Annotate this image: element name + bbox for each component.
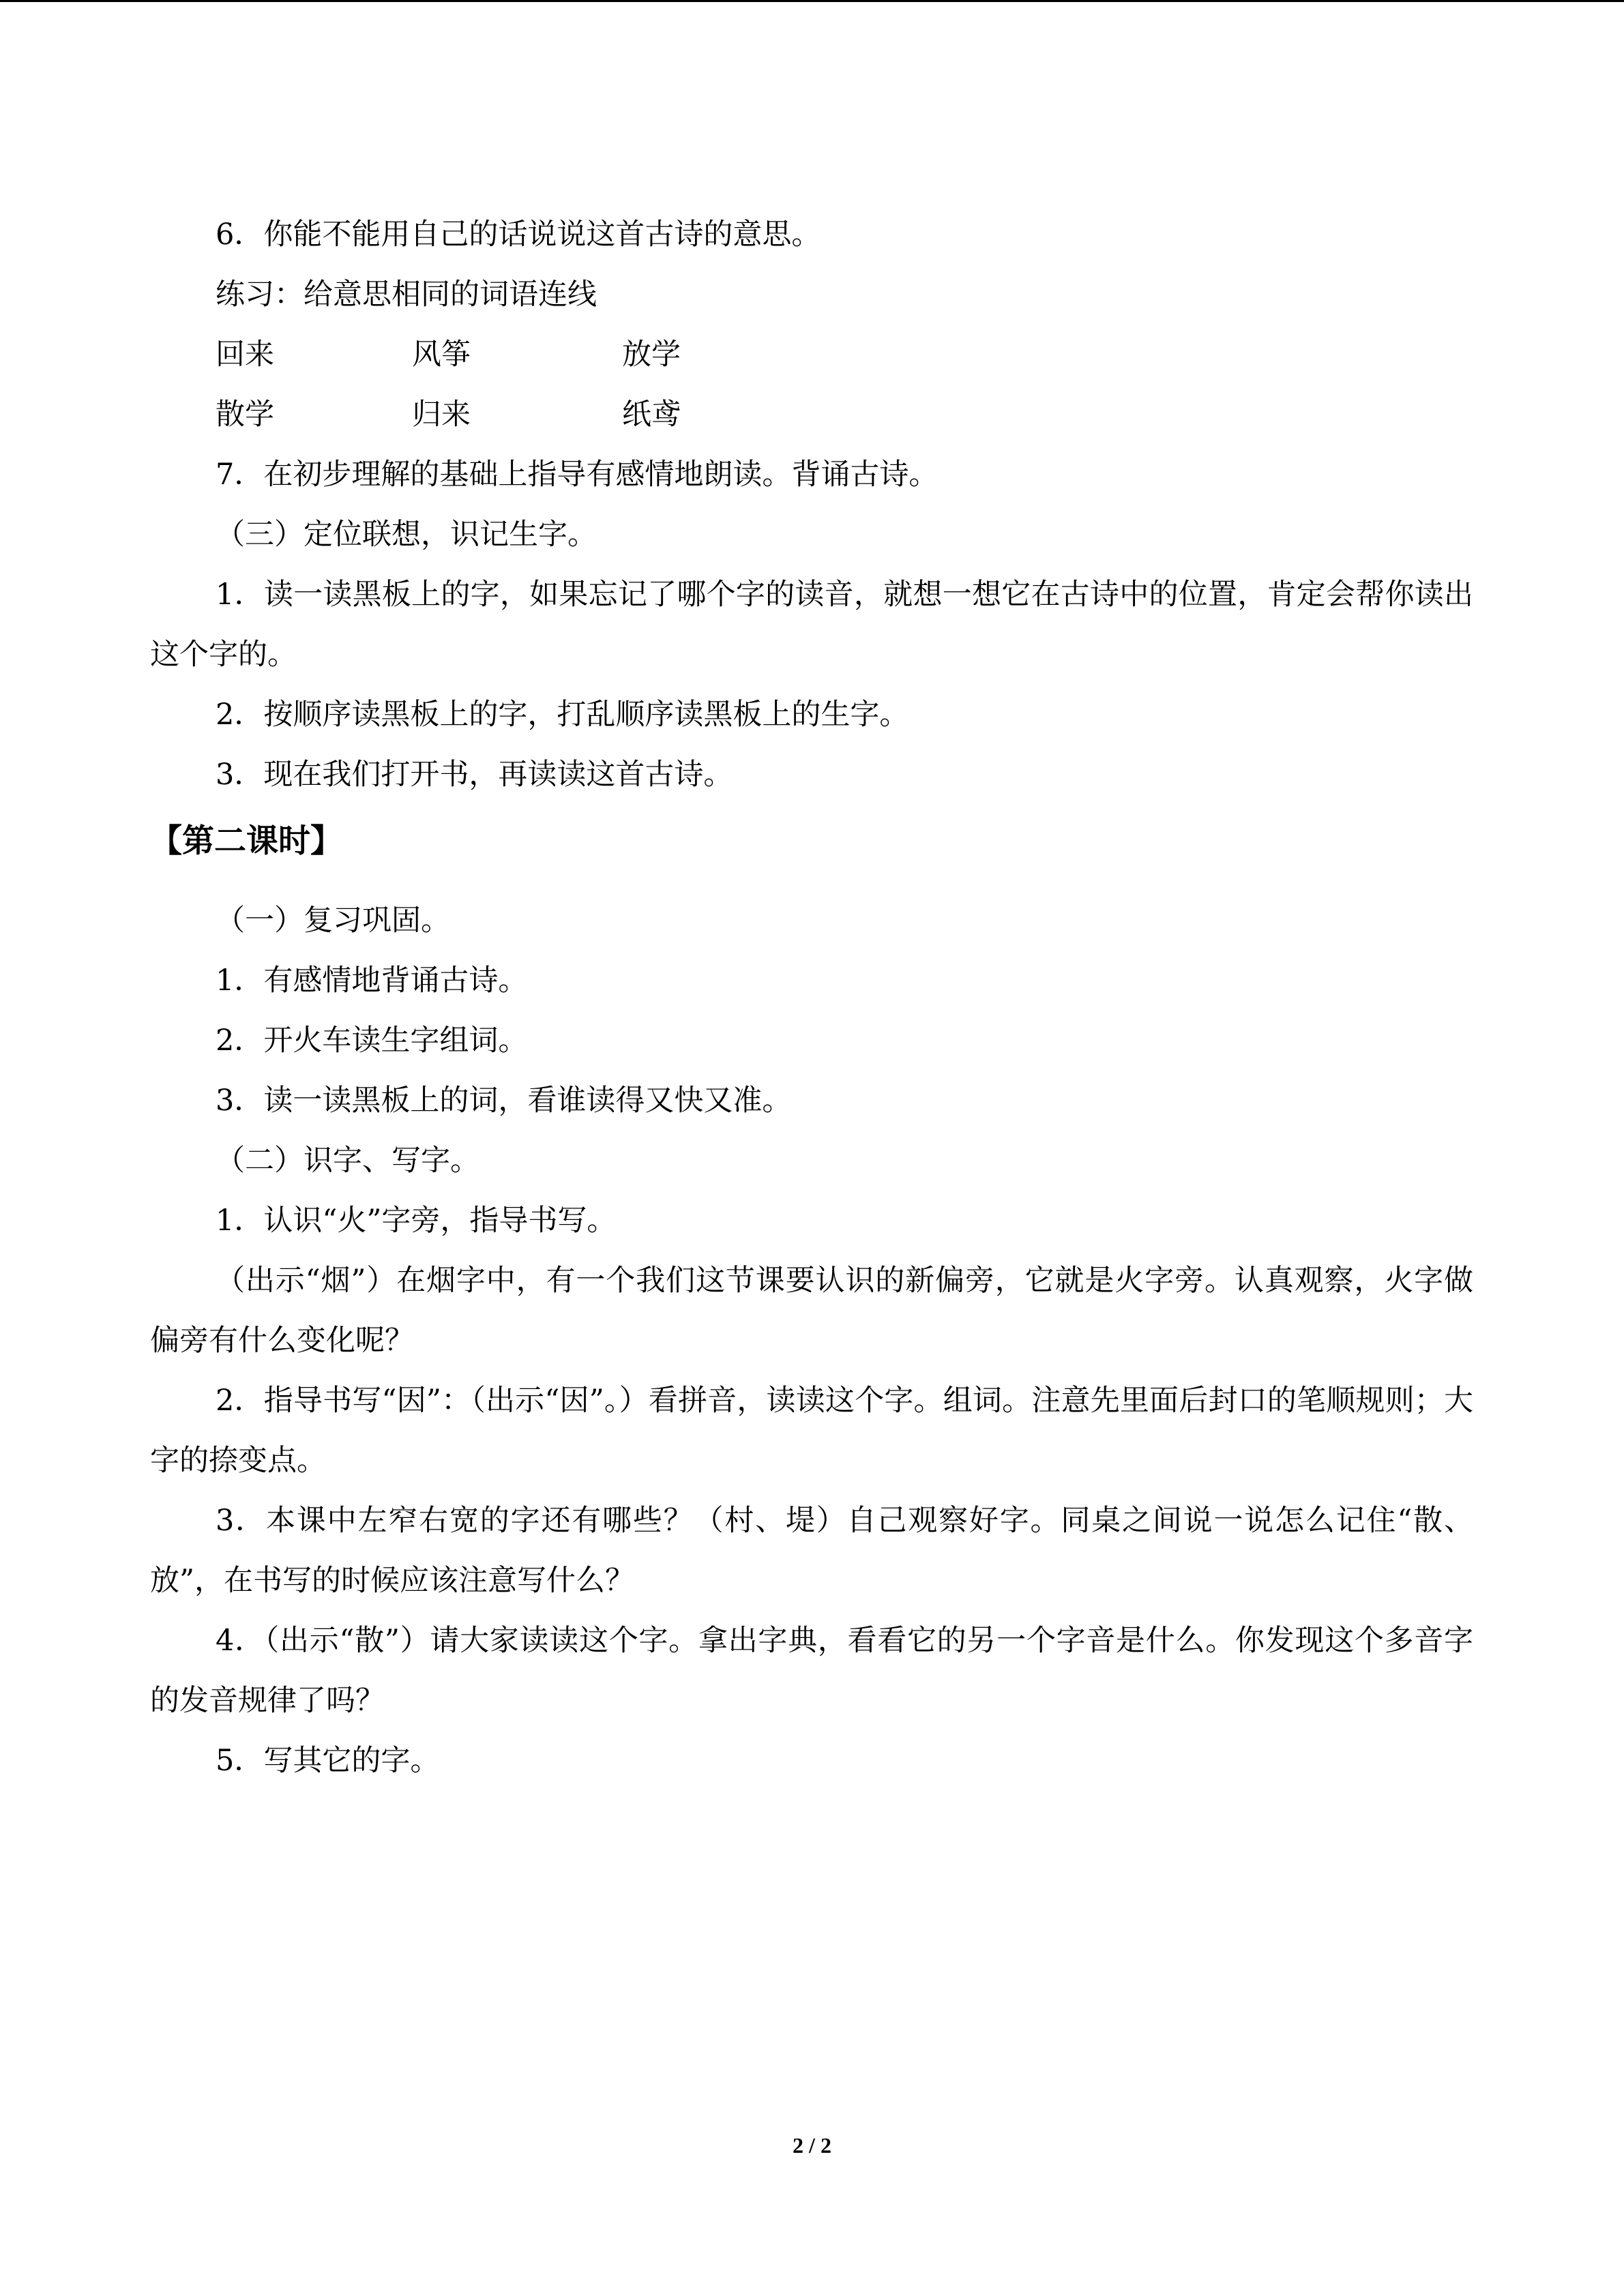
word-cell: 风筝 (412, 338, 471, 372)
word-cell: 回来 (216, 338, 274, 372)
page-number: 2 / 2 (793, 2133, 831, 2158)
review-step-1: 1．有感情地背诵古诗。 (216, 964, 528, 998)
writing-step-3: 3．本课中左窄右宽的字还有哪些？（村、堤）自己观察好字。同桌之间说一说怎么记住“散、放”，在书写的时候应该注意写什么？ (150, 1504, 1473, 1598)
lesson-2-heading: 【第二课时】 (150, 822, 342, 860)
subsection-3-title: （三）定位联想，识记生字。 (216, 518, 597, 552)
word-cell: 散学 (216, 398, 274, 432)
writing-step-4: 4．（出示“散”）请大家读读这个字。拿出字典，看看它的另一个字音是什么。你发现这个多音字的发音规律了吗？ (150, 1624, 1473, 1718)
word-cell: 纸鸢 (622, 398, 681, 432)
writing-subsection-title: （二）识字、写字。 (216, 1144, 479, 1178)
document-page (150, 205, 1473, 1791)
writing-step-5: 5．写其它的字。 (216, 1744, 440, 1778)
word-cell: 放学 (622, 338, 681, 372)
step-3-3: 3．现在我们打开书，再读读这首古诗。 (216, 758, 733, 792)
writing-step-1-detail: （出示“烟”）在烟字中，有一个我们这节课要认识的新偏旁，它就是火字旁。认真观察，火字做偏旁有什么变化呢？ (150, 1264, 1473, 1358)
review-step-3: 3．读一读黑板上的词，看谁读得又快又准。 (216, 1084, 792, 1118)
exercise-title: 练习：给意思相同的词语连线 (216, 278, 597, 312)
review-step-2: 2．开火车读生字组词。 (216, 1024, 528, 1058)
question-6: 6．你能不能用自己的话说说这首古诗的意思。 (216, 218, 821, 252)
step-3-1: 1．读一读黑板上的字，如果忘记了哪个字的读音，就想一想它在古诗中的位置，肯定会帮你读出这个字的。 (150, 578, 1473, 672)
word-match-row-2 (150, 385, 1473, 445)
word-cell: 归来 (412, 398, 471, 432)
writing-step-2: 2．指导书写“因”：（出示“因”。）看拼音，读读这个字。组词。注意先里面后封口的笔顺规则；大字的捺变点。 (150, 1384, 1473, 1478)
top-border-line (0, 0, 1624, 2)
question-7: 7．在初步理解的基础上指导有感情地朗读。背诵古诗。 (216, 458, 939, 492)
step-3-2: 2．按顺序读黑板上的字，打乱顺序读黑板上的生字。 (216, 698, 909, 732)
review-subsection-title: （一）复习巩固。 (216, 904, 450, 938)
writing-step-1: 1．认识“火”字旁，指导书写。 (216, 1204, 617, 1238)
word-match-row-1 (150, 325, 1473, 385)
